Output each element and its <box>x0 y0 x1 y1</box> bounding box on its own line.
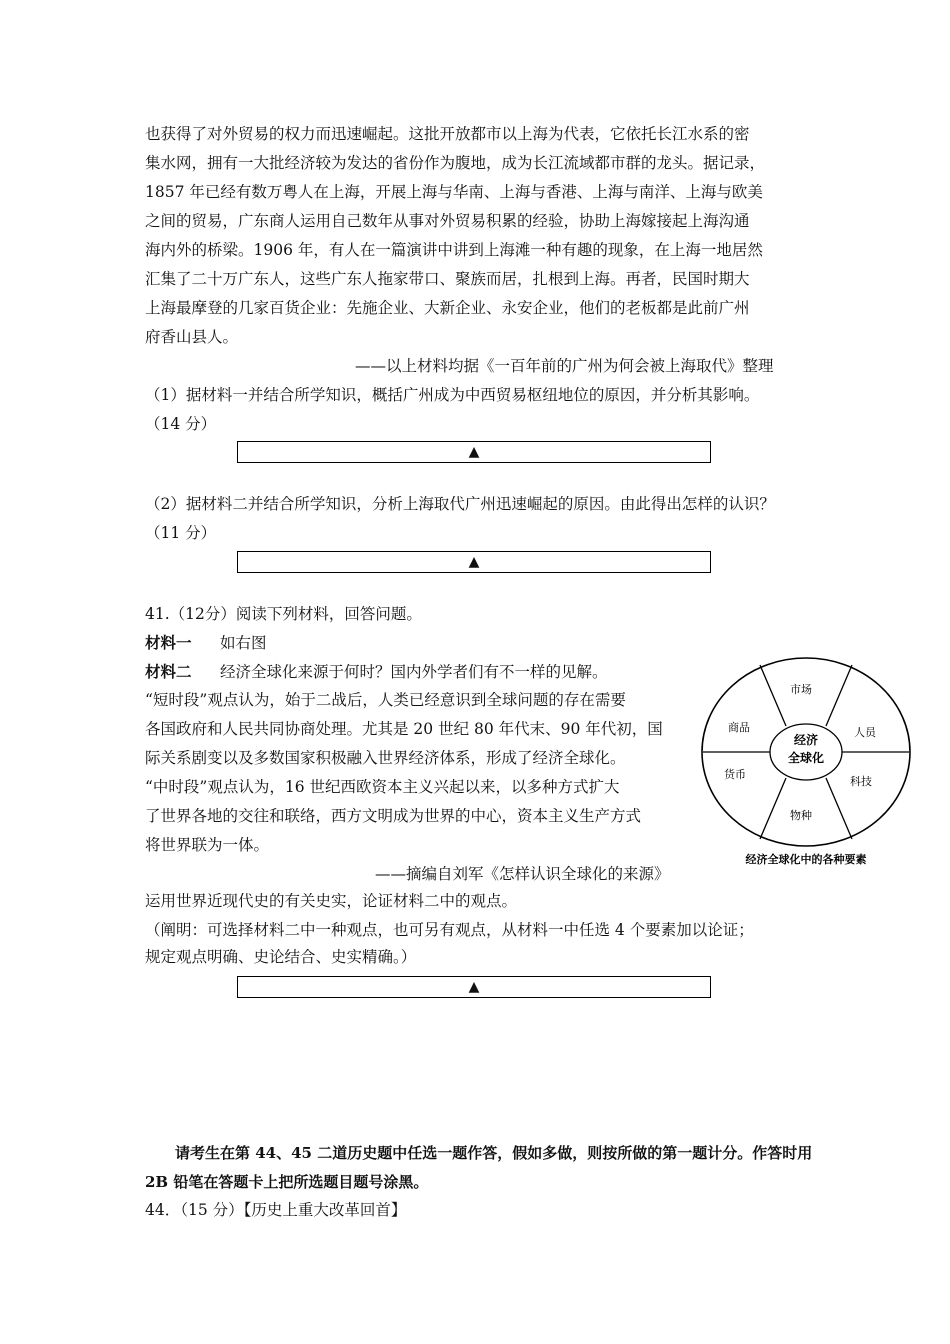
answer-marker: ▲ <box>468 444 480 460</box>
material-line-4: 之间的贸易，广东商人运用自己数年从事对外贸易积累的经验，协助上海嫁接起上海沟通 <box>145 212 750 230</box>
q41-line-3: 际关系剧变以及多数国家积极融入世界经济体系，形成了经济全球化。 <box>145 749 626 767</box>
center-label-1: 经济 <box>793 733 819 747</box>
answer-box-1[interactable] <box>237 441 711 463</box>
q41-note-line-2: 规定观点明确、史论结合、史实精确。） <box>145 948 417 966</box>
question-2-text: （2）据材料二并结合所学知识，分析上海取代广州迅速崛起的原因。由此得出怎样的认识？ <box>145 495 775 513</box>
q41-line-6: 将世界联为一体。 <box>145 836 270 854</box>
notice-line-1: 请考生在第 44、45 二道历史题中任选一题作答，假如多做，则按所做的第一题计分。作答时用 <box>175 1144 813 1162</box>
q41-material1-text: 如右图 <box>220 634 267 652</box>
answer-box-2[interactable] <box>237 551 711 573</box>
material-line-6: 汇集了二十万广东人，这些广东人拖家带口、聚族而居，扎根到上海。再者，民国时期大 <box>145 270 750 288</box>
diagram-caption: 经济全球化中的各种要素 <box>745 853 867 866</box>
question-2-score: （11 分） <box>145 524 217 542</box>
q41-task: 运用世界近现代史的有关史实，论证材料二中的观点。 <box>145 892 518 910</box>
segment-market: 市场 <box>790 683 812 696</box>
material-line-2: 集水网，拥有一大批经济较为发达的省份作为腹地，成为长江流域都市群的龙头。据记录， <box>145 154 766 172</box>
q41-line-1: “短时段”观点认为，始于二战后，人类已经意识到全球问题的存在需要 <box>145 691 626 709</box>
segment-technology: 科技 <box>850 775 872 788</box>
material-line-7: 上海最摩登的几家百货企业：先施企业、大新企业、永安企业，他们的老板都是此前广州 <box>145 299 750 317</box>
q41-line-5: 了世界各地的交往和联络，西方文明成为世界的中心，资本主义生产方式 <box>145 807 642 825</box>
question-1-text: （1）据材料一并结合所学知识，概括广州成为中西贸易枢纽地位的原因，并分析其影响。 <box>145 386 760 404</box>
answer-marker: ▲ <box>468 554 480 570</box>
q41-line-2: 各国政府和人民共同协商处理。尤其是 20 世纪 80 年代末、90 年代初，国 <box>145 720 663 738</box>
answer-marker: ▲ <box>468 979 480 995</box>
segment-personnel: 人员 <box>854 726 876 739</box>
q41-material2-label: 材料二 <box>145 662 192 681</box>
globalization-diagram <box>693 652 923 872</box>
material-line-3: 1857 年已经有数万粤人在上海，开展上海与华南、上海与香港、上海与南洋、上海与欧美 <box>145 183 763 201</box>
notice-line-2: 2B 铅笔在答题卡上把所选题目题号涂黑。 <box>145 1173 429 1191</box>
segment-goods: 商品 <box>728 721 750 734</box>
q41-source: ——摘编自刘军《怎样认识全球化的来源》 <box>375 865 670 883</box>
answer-box-3[interactable] <box>237 976 711 998</box>
q41-note-line-1: （阐明：可选择材料二中一种观点，也可另有观点，从材料一中任选 4 个要素加以论证； <box>145 921 754 939</box>
material-line-8: 府香山县人。 <box>145 328 239 346</box>
source-note: ——以上材料均据《一百年前的广州为何会被上海取代》整理 <box>355 357 774 375</box>
center-label-2: 全球化 <box>787 751 825 765</box>
segment-currency: 货币 <box>724 768 746 781</box>
material-line-5: 海内外的桥梁。1906 年，有人在一篇演讲中讲到上海滩一种有趣的现象，在上海一地居然 <box>145 241 763 259</box>
q41-material2-text: 经济全球化来源于何时？国内外学者们有不一样的见解。 <box>220 663 608 681</box>
q41-line-4: “中时段”观点认为，16 世纪西欧资本主义兴起以来，以多种方式扩大 <box>145 778 620 796</box>
question-1-score: （14 分） <box>145 415 217 433</box>
q41-heading: 41.（12分）阅读下列材料，回答问题。 <box>145 605 422 623</box>
question-44-heading: 44．（15 分）【历史上重大改革回首】 <box>145 1201 407 1219</box>
segment-species: 物种 <box>790 809 812 822</box>
material-line-1: 也获得了对外贸易的权力而迅速崛起。这批开放都市以上海为代表，它依托长江水系的密 <box>145 125 750 143</box>
q41-material1-label: 材料一 <box>145 633 192 652</box>
